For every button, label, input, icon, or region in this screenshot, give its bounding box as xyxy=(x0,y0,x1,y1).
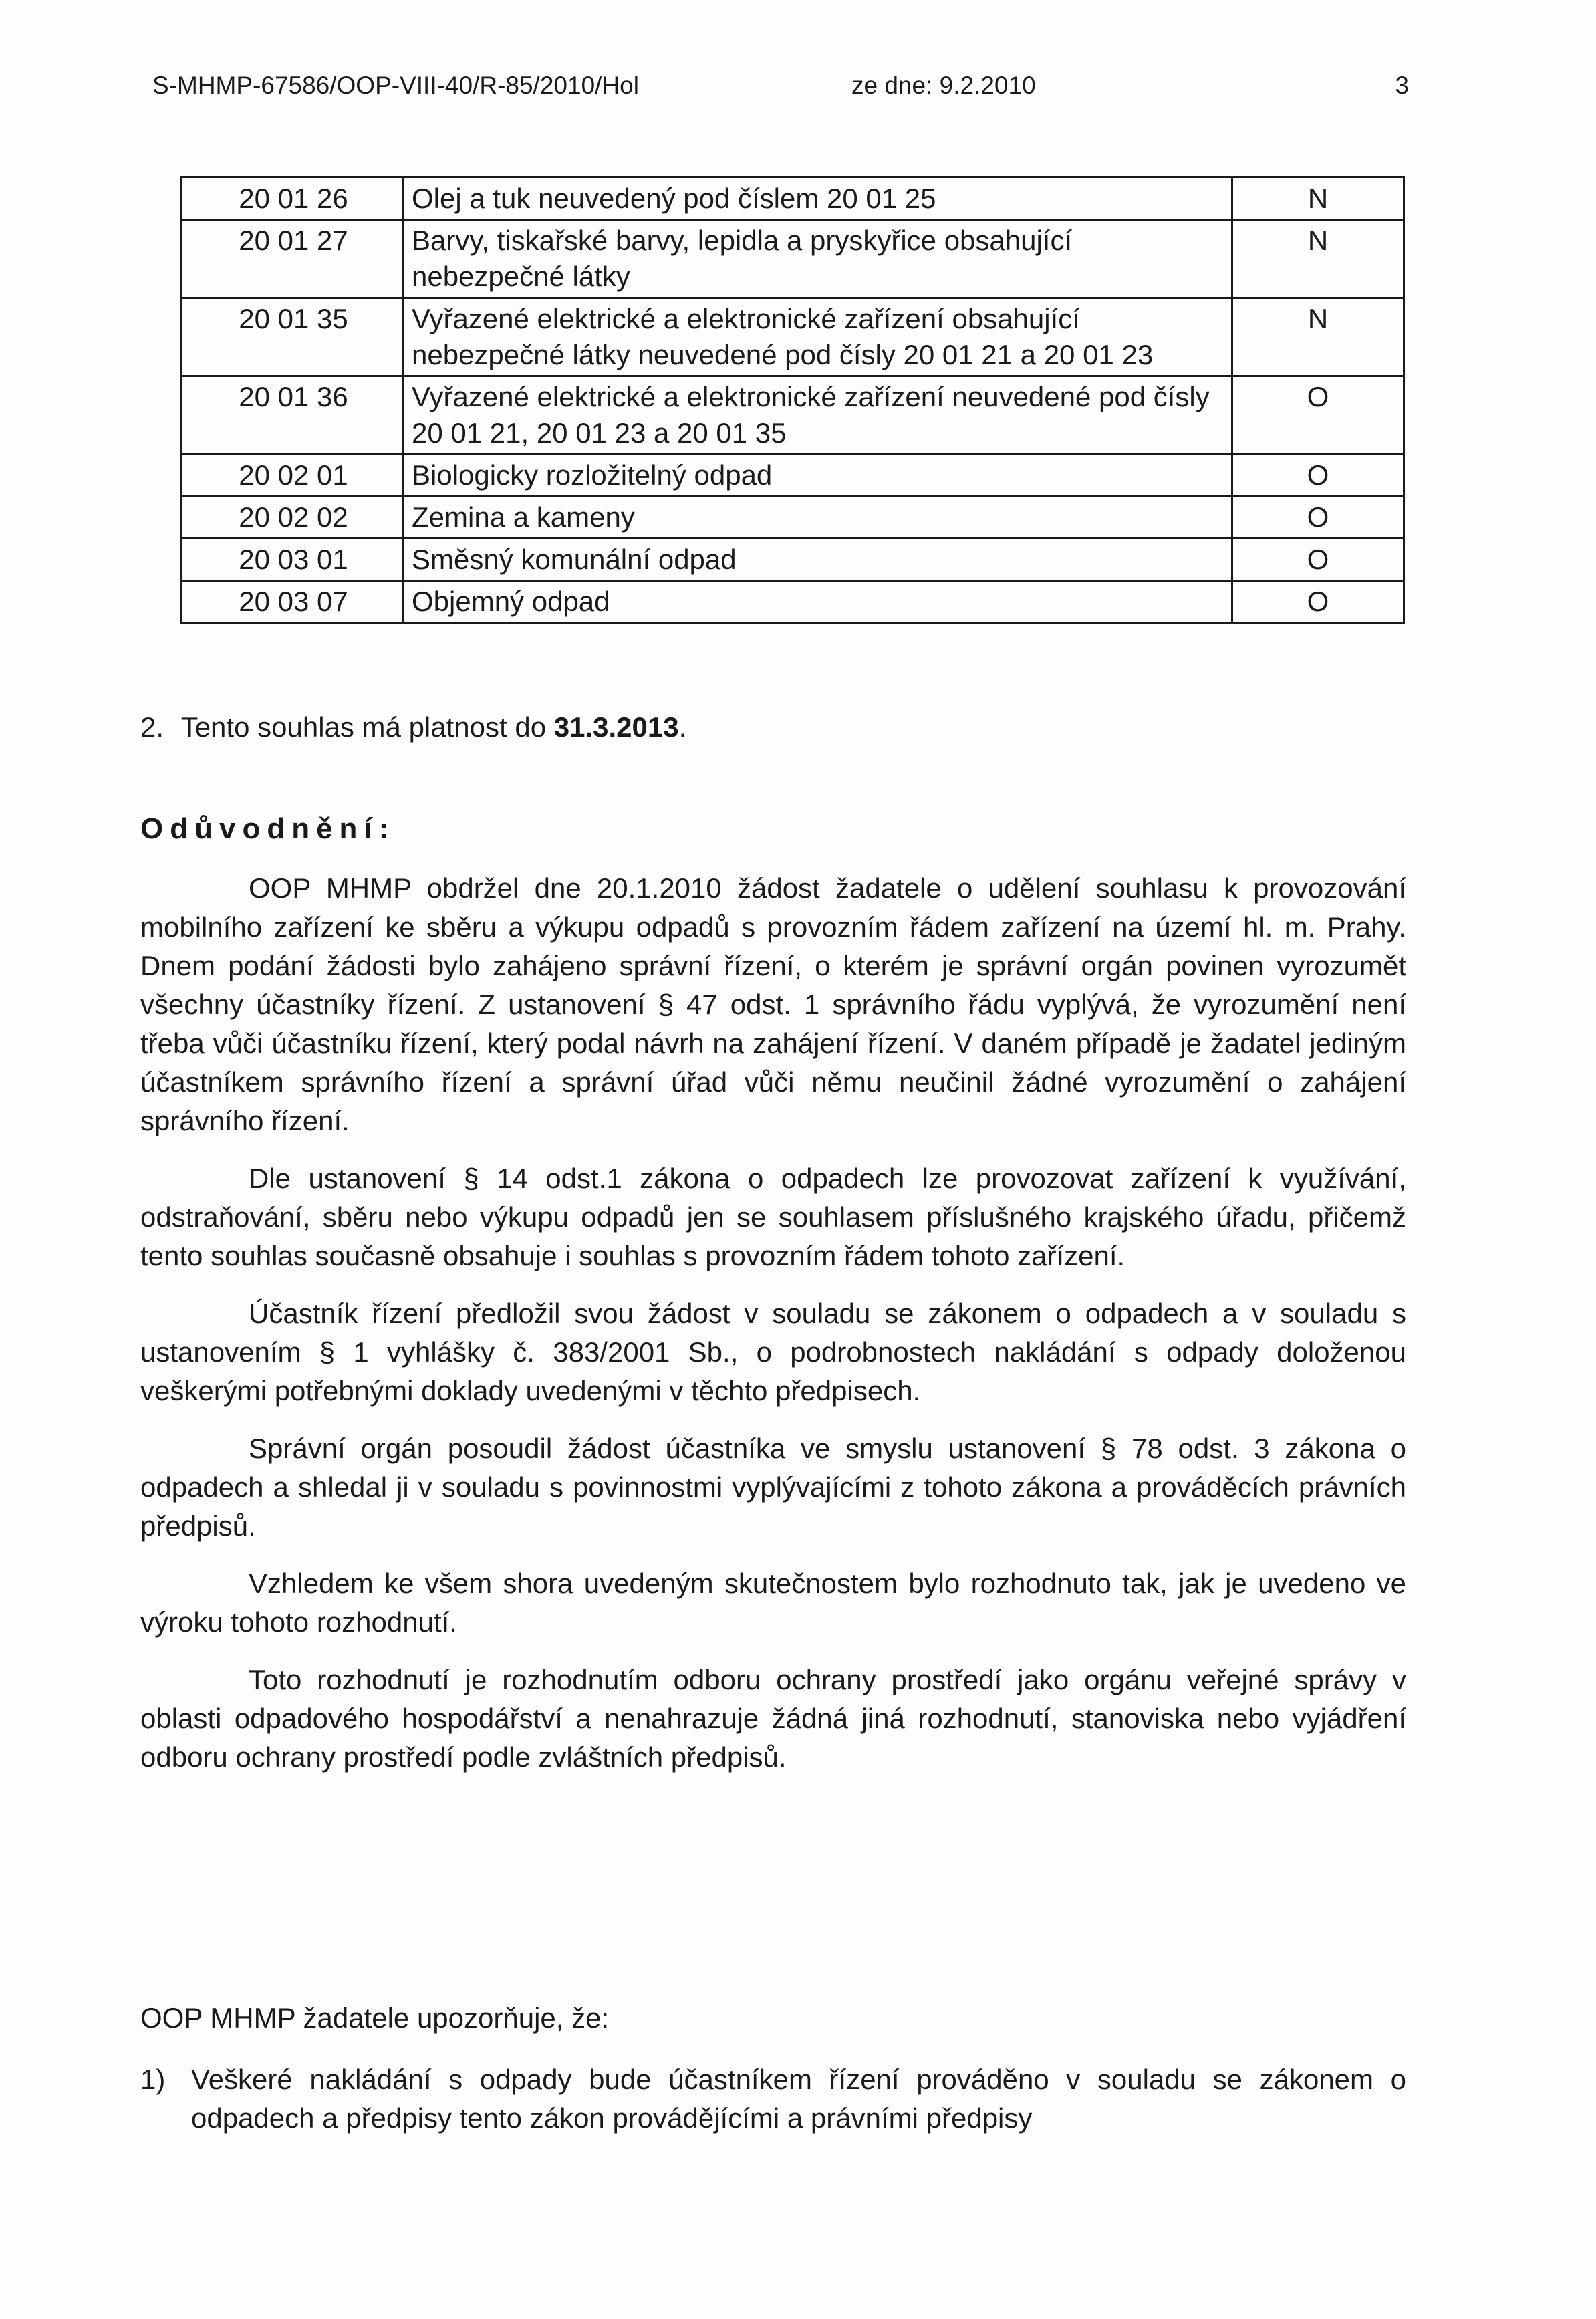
paragraph: Vzhledem ke všem shora uvedeným skutečnostem bylo rozhodnuto tak, jak je uvedeno ve výroku tohoto rozhodnutí. xyxy=(140,1568,1406,1638)
waste-category: O xyxy=(1232,455,1404,497)
table-row xyxy=(182,539,1404,581)
paragraph: Dle ustanovení § 14 odst.1 zákona o odpadech lze provozovat zařízení k využívání, odstraňování, sběru nebo výkupu odpadů jen se souhlasem příslušného krajského úřadu, přičemž tento souhlas současně obsahuje i souhlas s provozním řádem tohoto zařízení. xyxy=(140,1163,1406,1271)
waste-code: 20 01 36 xyxy=(182,376,403,455)
paragraph: Toto rozhodnutí je rozhodnutím odboru ochrany prostředí jako orgánu veřejné správy v oblasti odpadového hospodářství a nenahrazuje žádná jiná rozhodnutí, stanoviska nebo vyjádření odboru ochrany prostředí podle zvláštních předpisů. xyxy=(140,1664,1406,1773)
table-row xyxy=(182,497,1404,539)
justification-heading: Odůvodnění: xyxy=(140,812,396,845)
waste-name: Směsný komunální odpad xyxy=(403,539,1232,581)
point-number: 2. xyxy=(140,711,164,743)
waste-name: Biologicky rozložitelný odpad xyxy=(403,455,1232,497)
waste-code: 20 01 35 xyxy=(182,298,403,376)
paragraph: Správní orgán posoudil žádost účastníka ve smyslu ustanovení § 78 odst. 3 zákona o odpadech a shledal ji v souladu s povinnostmi vyplývajícími z tohoto zákona a prováděcích právních předpisů. xyxy=(140,1433,1406,1542)
justification-body xyxy=(140,869,1406,1796)
waste-code: 20 03 01 xyxy=(182,539,403,581)
item-text: Veškeré nakládání s odpady bude účastníkem řízení prováděno v souladu se zákonem o odpadech a předpisy tento zákon provádějícími a právními předpisy xyxy=(191,2064,1406,2134)
waste-name: Barvy, tiskařské barvy, lepidla a pryskyřice obsahující nebezpečné látky xyxy=(403,220,1232,298)
paragraph: Účastník řízení předložil svou žádost v souladu se zákonem o odpadech a v souladu s ustanovením § 1 vyhlášky č. 383/2001 Sb., o podrobnostech nakládání s odpady doloženou veškerými potřebnými doklady uvedenými v těchto předpisech. xyxy=(140,1298,1406,1407)
waste-name: Zemina a kameny xyxy=(403,497,1232,539)
waste-category: N xyxy=(1232,298,1404,376)
table-row xyxy=(182,178,1404,220)
waste-name: Olej a tuk neuvedený pod číslem 20 01 25 xyxy=(403,178,1232,220)
table-row xyxy=(182,376,1404,455)
waste-code: 20 01 26 xyxy=(182,178,403,220)
table-row xyxy=(182,455,1404,497)
waste-category: O xyxy=(1232,376,1404,455)
waste-catalogue-table xyxy=(180,176,1405,624)
warning-item xyxy=(140,2060,1406,2138)
waste-name: Objemný odpad xyxy=(403,581,1232,623)
table-row xyxy=(182,581,1404,623)
warning-intro: OOP MHMP žadatele upozorňuje, že: xyxy=(140,2002,610,2034)
waste-name: Vyřazené elektrické a elektronické zařízení obsahující nebezpečné látky neuvedené pod čísly 20 01 21 a 20 01 23 xyxy=(403,298,1232,376)
page-header xyxy=(152,66,1409,106)
page-number: 3 xyxy=(1395,72,1409,99)
waste-category: N xyxy=(1232,220,1404,298)
waste-code: 20 01 27 xyxy=(182,220,403,298)
waste-name: Vyřazené elektrické a elektronické zařízení neuvedené pod čísly 20 01 21, 20 01 23 a 20 01 35 xyxy=(403,376,1232,455)
document-reference: S-MHMP-67586/OOP-VIII-40/R-85/2010/Hol xyxy=(152,72,639,99)
waste-category: O xyxy=(1232,581,1404,623)
waste-code: 20 02 02 xyxy=(182,497,403,539)
table-row xyxy=(182,298,1404,376)
waste-category: O xyxy=(1232,539,1404,581)
table-row xyxy=(182,220,1404,298)
validity-date: 31.3.2013 xyxy=(553,711,679,743)
waste-category: O xyxy=(1232,497,1404,539)
item-number: 1) xyxy=(140,2064,166,2095)
paragraph: OOP MHMP obdržel dne 20.1.2010 žádost žadatele o udělení souhlasu k provozování mobilního zařízení ke sběru a výkupu odpadů s provozním řádem zařízení na území hl. m. Prahy. Dnem podání žádosti bylo zahájeno správní řízení, o kterém je správní orgán povinen vyrozumět všechny účastníky řízení. Z ustanovení § 47 odst. 1 správního řádu vyplývá, že vyrozumění není třeba vůči účastníku řízení, který podal návrh na zahájení řízení. V daném případě je žadatel jediným účastníkem správního řízení a správní úřad vůči němu neučinil žádné vyrozumění o zahájení správního řízení. xyxy=(140,872,1406,1136)
waste-code: 20 02 01 xyxy=(182,455,403,497)
validity-text: Tento souhlas má platnost do xyxy=(180,711,554,743)
validity-point xyxy=(140,707,686,747)
waste-code: 20 03 07 xyxy=(182,581,403,623)
validity-end: . xyxy=(678,711,687,743)
document-date: ze dne: 9.2.2010 xyxy=(851,72,1036,99)
waste-category: N xyxy=(1232,178,1404,220)
